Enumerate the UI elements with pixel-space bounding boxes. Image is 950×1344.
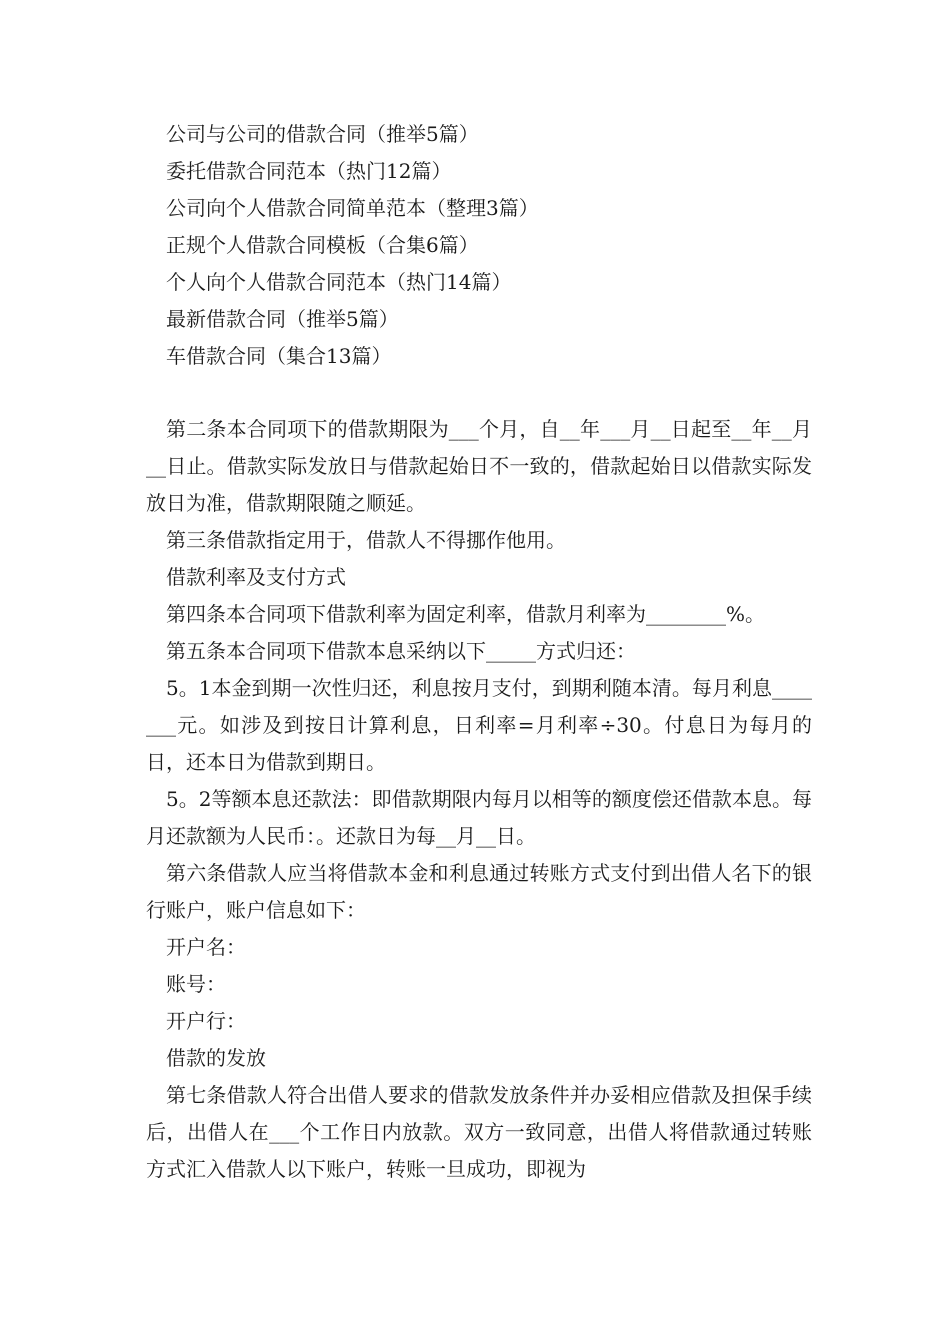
- article-4-interest-rate: 第四条本合同项下借款利率为固定利率，借款月利率为________%。: [166, 602, 766, 626]
- list-item: 公司向个人借款合同简单范本（整理3篇）: [166, 196, 539, 220]
- section-gap: [146, 375, 812, 411]
- list-item: 最新借款合同（推举5篇）: [166, 307, 399, 331]
- list-item: 公司与公司的借款合同（推举5篇）: [166, 122, 479, 146]
- section-heading-disbursement: 借款的发放: [166, 1046, 266, 1070]
- section-heading-interest: 借款利率及支付方式: [166, 565, 346, 589]
- account-number-field: 账号：: [166, 972, 226, 996]
- article-6-payment-account: 第六条借款人应当将借款本金和利息通过转账方式支付到出借人名下的银行账户，账户信息如下：: [146, 861, 812, 922]
- document-body: [146, 116, 812, 1188]
- list-item: 车借款合同（集合13篇）: [166, 344, 392, 368]
- article-3-loan-purpose: 第三条借款指定用于，借款人不得挪作他用。: [166, 528, 566, 552]
- account-name-field: 开户名：: [166, 935, 246, 959]
- account-bank-field: 开户行：: [166, 1009, 246, 1033]
- article-5-repayment-method: 第五条本合同项下借款本息采纳以下_____方式归还：: [166, 639, 636, 663]
- list-item: 个人向个人借款合同范本（热门14篇）: [166, 270, 512, 294]
- list-item: 委托借款合同范本（热门12篇）: [166, 159, 452, 183]
- article-2-loan-term: 第二条本合同项下的借款期限为___个月，自__年___月__日起至__年__月__日止。借款实际发放日与借款起始日不一致的，借款起始日以借款实际发放日为准，借款期限随之顺延。: [146, 417, 812, 515]
- related-contracts-list: [146, 116, 812, 375]
- article-7-disbursement: 第七条借款人符合出借人要求的借款发放条件并办妥相应借款及担保手续后，出借人在___个工作日内放款。双方一致同意，出借人将借款通过转账方式汇入借款人以下账户，转账一旦成功，即视为: [146, 1083, 812, 1181]
- clause-5-2-equal-installment: 5。2等额本息还款法：即借款期限内每月以相等的额度偿还借款本息。每月还款额为人民币：。还款日为每__月__日。: [146, 787, 812, 848]
- list-item: 正规个人借款合同模板（合集6篇）: [166, 233, 479, 257]
- clause-5-1-lump-sum: 5。1本金到期一次性归还，利息按月支付，到期利随本清。每月利息_______元。如涉及到按日计算利息，日利率=月利率÷30。付息日为每月的日，还本日为借款到期日。: [146, 676, 812, 774]
